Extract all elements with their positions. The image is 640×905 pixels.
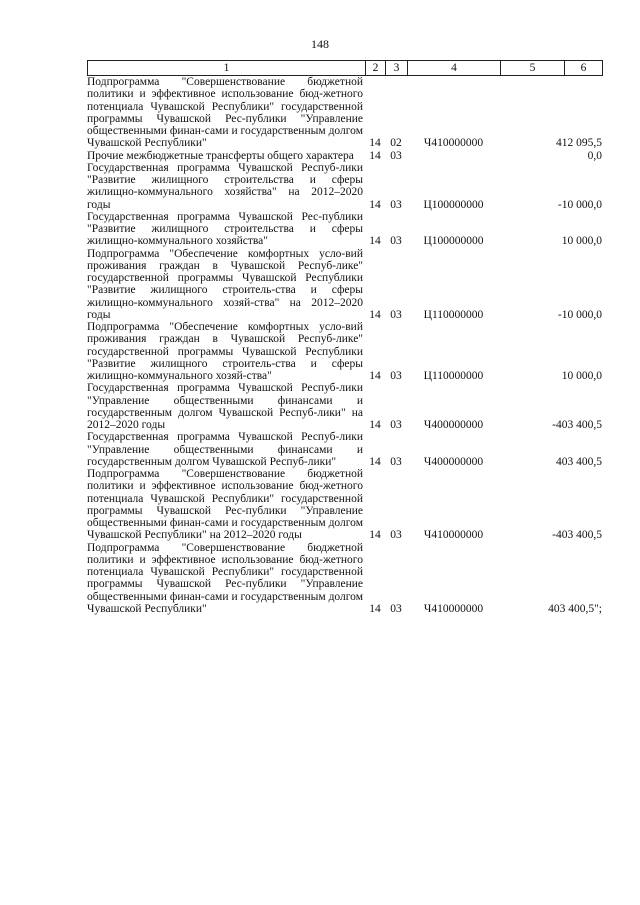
- row-name: Государственная программа Чувашской Респуб-лики "Управление общественными финансами и государственным долгом Чувашской Респуб-лики": [87, 431, 363, 468]
- row-name: Подпрограмма "Обеспечение комфортных усло-вий проживания граждан в Чувашской Респуб-лике" государственной программы Чувашской Республики "Развитие жилищного строитель-ства и сферы жилищно-коммунального хозяй-ства" на 2012–2020 годы: [87, 247, 363, 321]
- row-target-code: Ч400000000: [423, 455, 484, 468]
- column-header-6: 6: [565, 61, 603, 76]
- row-section: 14: [369, 149, 381, 162]
- row-amount-value: -10 000,0: [557, 308, 602, 321]
- row-subsection: 03: [390, 419, 402, 431]
- row-subsection: 03: [390, 235, 402, 248]
- row-name: Государственная программа Чувашской Респуб-лики "Развитие жилищного строительства и сферы жилищно-коммунального хозяйства" на 2012–2020 годы: [87, 161, 363, 211]
- row-subsection: 02: [390, 137, 402, 150]
- row-target-code: Ч410000000: [423, 137, 484, 150]
- row-target-code: Ц100000000: [423, 235, 484, 248]
- row-amount: [557, 308, 602, 321]
- row-subsection: 03: [390, 149, 402, 162]
- row-amount: [561, 235, 602, 248]
- row-amount: [556, 137, 602, 150]
- row-section: 14: [369, 137, 381, 150]
- table-row: [87, 468, 602, 542]
- row-name: Подпрограмма "Совершенствование бюджетной политики и эффективное использование бюд-жетного потенциала Чувашской Республики" государственной программы Чувашской Рес-публики "Управление общественными финан-сами и государственным долгом Чувашской Республики": [87, 541, 363, 615]
- row-subsection: 03: [390, 370, 402, 382]
- row-name: Прочие межбюджетные трансферты общего характера: [87, 149, 354, 162]
- row-amount: [561, 370, 602, 382]
- column-header-5: 5: [501, 61, 565, 76]
- row-target-code: Ч400000000: [423, 419, 484, 431]
- row-section: 14: [369, 602, 381, 615]
- row-subsection: 03: [390, 602, 402, 615]
- row-name: Подпрограмма "Совершенствование бюджетной политики и эффективное использование бюд-жетного потенциала Чувашской Республики" государственной программы Чувашской Рес-публики "Управление общественными финан-сами и государственным долгом Чувашской Республики" на 2012–2020 годы: [87, 468, 363, 542]
- row-target-code: Ч410000000: [423, 602, 484, 615]
- row-amount-value: 403 400,5";: [548, 602, 602, 615]
- row-section: 14: [369, 235, 381, 248]
- table-body: [87, 76, 602, 615]
- row-subsection: 03: [390, 308, 402, 321]
- row-amount-value: 412 095,5: [556, 137, 602, 150]
- column-header-4: 4: [408, 61, 501, 76]
- row-amount: [564, 150, 602, 162]
- table-row: [87, 321, 602, 382]
- column-header-1: 1: [88, 61, 366, 76]
- page-number: 148: [311, 37, 329, 51]
- row-name: Государственная программа Чувашской Респуб-лики "Управление общественными финансами и государственным долгом Чувашской Респуб-лики" на 2012–2020 годы: [87, 382, 363, 431]
- row-subsection: 03: [390, 198, 402, 211]
- row-section: 14: [369, 419, 381, 431]
- row-amount: [552, 419, 602, 431]
- row-amount: [548, 602, 602, 615]
- row-subsection: 03: [390, 529, 402, 542]
- row-subsection: 03: [390, 455, 402, 468]
- row-target-code: Ц100000000: [423, 198, 484, 211]
- row-amount-value: -403 400,5: [552, 419, 602, 431]
- column-header-row: [88, 61, 603, 76]
- row-section: 14: [369, 455, 381, 468]
- row-target-code: Ц110000000: [423, 308, 484, 321]
- column-header-3: 3: [386, 61, 408, 76]
- table-row: [87, 431, 602, 468]
- row-amount-value: 10 000,0: [561, 370, 602, 382]
- column-header-table: [87, 60, 603, 76]
- row-section: 14: [369, 529, 381, 542]
- row-name: Подпрограмма "Обеспечение комфортных усло-вий проживания граждан в Чувашской Респуб-лике" государственной программы Чувашской Республики "Развитие жилищного строитель-ства и сферы жилищно-коммунального хозяй-ства": [87, 321, 363, 382]
- column-header-2: 2: [366, 61, 386, 76]
- row-amount: [556, 455, 602, 468]
- row-section: 14: [369, 198, 381, 211]
- table-row: [87, 211, 602, 248]
- row-amount-value: -10 000,0: [557, 198, 602, 211]
- row-name: Подпрограмма "Совершенствование бюджетной политики и эффективное использование бюд-жетного потенциала Чувашской Республики" государственной программы Чувашской Рес-публики "Управление общественными финан-сами и государственным долгом Чувашской Республики": [87, 76, 363, 150]
- table-row: [87, 382, 602, 431]
- row-amount-value: -403 400,5: [552, 529, 602, 542]
- table-row: [87, 542, 602, 616]
- row-section: 14: [369, 308, 381, 321]
- row-amount-value: 0,0: [587, 149, 602, 162]
- table-row: [87, 76, 602, 150]
- row-amount-value: 403 400,5: [556, 455, 602, 468]
- row-target-code: Ц110000000: [423, 370, 484, 382]
- table-row: [87, 248, 602, 322]
- row-name: Государственная программа Чувашской Рес-публики "Развитие жилищного строительства и сферы жилищно-коммунального хозяйства": [87, 210, 363, 248]
- row-amount: [557, 198, 602, 211]
- row-target-code: Ч410000000: [423, 529, 484, 542]
- row-amount: [552, 529, 602, 542]
- row-amount-value: 10 000,0: [561, 235, 602, 248]
- row-section: 14: [369, 370, 381, 382]
- table-row: [87, 150, 602, 162]
- table-row: [87, 162, 602, 211]
